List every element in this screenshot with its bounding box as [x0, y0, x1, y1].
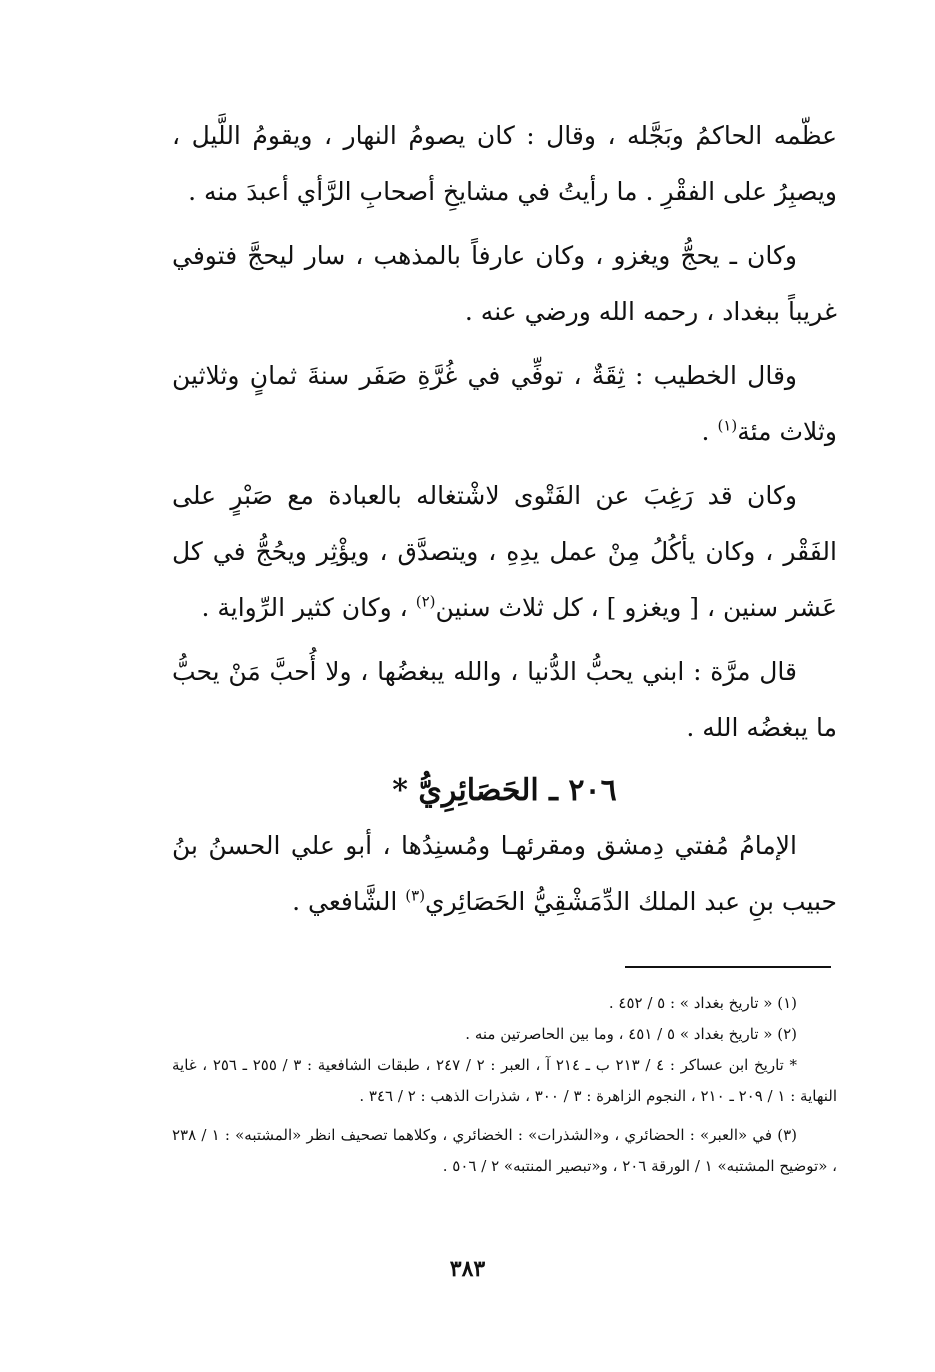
paragraph: [172, 468, 837, 636]
entry-intro: [172, 818, 837, 930]
footnote: (٢) « تاريخ بغداد » ٥ / ٤٥١ ، وما بين الحاصرتين منه .: [465, 1025, 797, 1043]
page-number: ٣٨٣: [449, 1256, 486, 1282]
paragraph-tail: .: [701, 417, 718, 446]
paragraph-text: وقال الخطيب : ثِقَةٌ ، توفِّي في غُرَّةِ صَفَر سنةَ ثمانٍ وثلاثين وثلاث مئة: [172, 361, 837, 446]
paragraph-tail: الشَّافعي .: [292, 887, 406, 916]
footnote-divider: [625, 966, 831, 968]
paragraph: [172, 348, 837, 460]
footnote-ref[interactable]: (٣): [405, 886, 426, 905]
paragraph: قال مرَّة : ابني يحبُّ الدُّنيا ، والله يبغضُها ، ولا أُحبَّ مَنْ يحبُّ ما يبغضُه الله .: [172, 657, 837, 742]
footnote: (٣) في «العبر» : الحضائري ، و«الشذرات» : الخضائري ، وكلاهما تصحيف انظر «المشتبه» : ١ / ٢٣٨ ، «توضيح المشتبه» ١ / الورقة ٢٠٦ ، و«تبصير المنتبه» ٢ / ٥٠٦ .: [172, 1126, 837, 1175]
paragraph-text: الإمامُ مُفتي دِمشق ومقرئهـا ومُسنِدُها ، أبو علي الحسنُ بنُ حبيب بنِ عبد الملك الدِّمَشْقِيُّ الحَصَائِري: [172, 831, 837, 916]
paragraph: عظّمه الحاكمُ وبَجَّله ، وقال : كان يصومُ النهار ، ويقومُ اللَّيل ، ويصبِرُ على الفقْرِ . ما رأيتُ في مشايخِ أصحابِ الرَّأي أعبدَ منه .: [172, 121, 837, 206]
footnote-ref[interactable]: (١): [717, 416, 738, 435]
paragraph-text: وكان قد رَغِبَ عن الفَتْوى لاشْتغاله بالعبادة مع صَبْرٍ على الفَقْر ، وكان يأكُلُ مِنْ عمل يدِهِ ، ويتصدَّق ، ويؤْثِر ويحُجُّ في كل عَشر سنين ، [ ويغزو ] ، كل ثلاث سنين: [172, 481, 837, 622]
footnote-ref[interactable]: (٢): [415, 592, 436, 611]
footnote: (١) « تاريخ بغداد » : ٥ / ٤٥٢ .: [608, 994, 797, 1012]
footnotes: [172, 988, 837, 1182]
entry-heading: ٢٠٦ ـ الحَصَائِرِيُّ *: [392, 773, 617, 808]
paragraph: [172, 818, 837, 930]
footnote: * تاريخ ابن عساكر : ٤ / ٢١٣ ب ـ ٢١٤ آ ، العبر : ٢ / ٢٤٧ ، طبقات الشافعية : ٣ / ٢٥٥ ـ ٢٥٦ ، غاية النهاية : ١ / ٢٠٩ ـ ٢١٠ ، النجوم الزاهرة : ٣ / ٣٠٠ ، شذرات الذهب : ٢ / ٣٤٦ .: [172, 1056, 837, 1105]
paragraph: وكان ـ يحجُّ ويغزو ، وكان عارفاً بالمذهب ، سار ليحجَّ فتوفي غريباً ببغداد ، رحمه الله ورضي عنه .: [172, 241, 837, 326]
paragraph-tail: ، وكان كثير الرِّواية .: [201, 593, 416, 622]
main-text: [172, 108, 837, 756]
